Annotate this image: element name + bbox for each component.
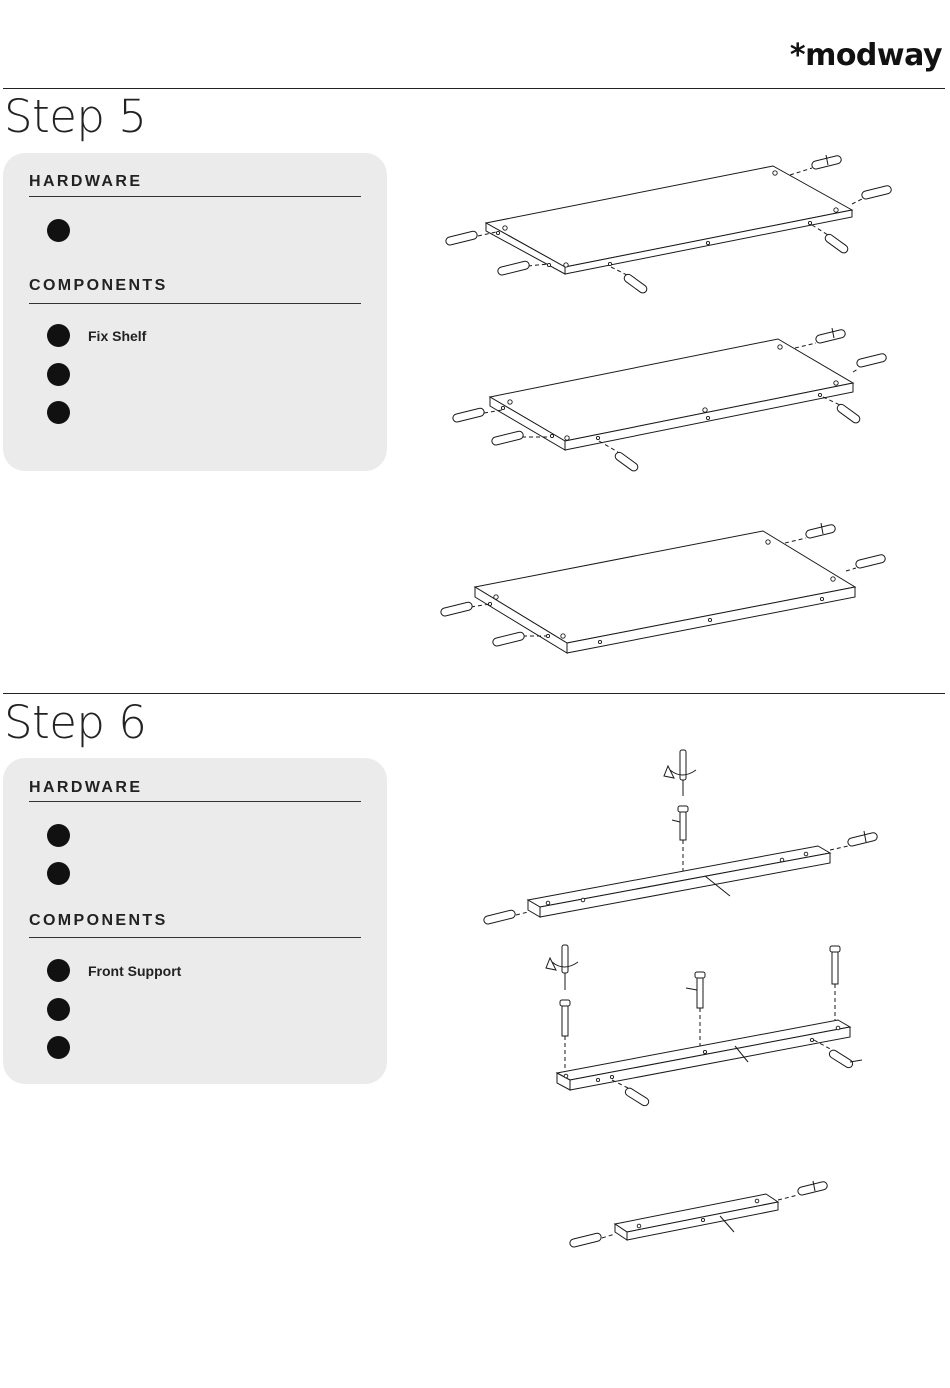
component-bullet bbox=[47, 363, 70, 386]
screwdriver-icon bbox=[546, 945, 578, 990]
component-label: Front Support bbox=[88, 963, 182, 979]
step-5-title: Step 5 bbox=[4, 90, 147, 143]
component-label: Fix Shelf bbox=[88, 328, 147, 344]
hardware-heading: HARDWARE bbox=[29, 173, 143, 190]
hardware-bullet bbox=[47, 219, 70, 242]
hardware-divider bbox=[29, 801, 361, 802]
support-rail-2 bbox=[557, 1020, 850, 1090]
step-6-title: Step 6 bbox=[4, 696, 147, 749]
components-divider bbox=[29, 937, 361, 938]
component-bullet bbox=[47, 1036, 70, 1059]
screwdriver-icon bbox=[664, 750, 696, 796]
step-6-assembly-diagram bbox=[420, 745, 920, 1265]
component-bullet bbox=[47, 959, 70, 982]
hardware-bullet bbox=[47, 824, 70, 847]
section-divider bbox=[3, 693, 945, 694]
step-6-parts-panel bbox=[3, 758, 387, 1084]
shelf-panel-2 bbox=[490, 339, 853, 450]
section-divider bbox=[3, 88, 945, 89]
components-heading: COMPONENTS bbox=[29, 277, 168, 294]
step-5-assembly-diagram bbox=[420, 150, 920, 670]
shelf-panel-3 bbox=[475, 531, 855, 653]
component-bullet bbox=[47, 401, 70, 424]
support-rail-1 bbox=[528, 846, 830, 917]
shelf-panel-1 bbox=[486, 166, 852, 274]
component-bullet bbox=[47, 998, 70, 1021]
hardware-divider bbox=[29, 196, 361, 197]
step-5-parts-panel bbox=[3, 153, 387, 471]
hardware-bullet bbox=[47, 862, 70, 885]
components-heading: COMPONENTS bbox=[29, 912, 168, 929]
hardware-heading: HARDWARE bbox=[29, 779, 143, 796]
support-rail-3 bbox=[615, 1194, 778, 1240]
modway-logo: *modway bbox=[789, 38, 942, 73]
components-divider bbox=[29, 303, 361, 304]
component-bullet bbox=[47, 324, 70, 347]
